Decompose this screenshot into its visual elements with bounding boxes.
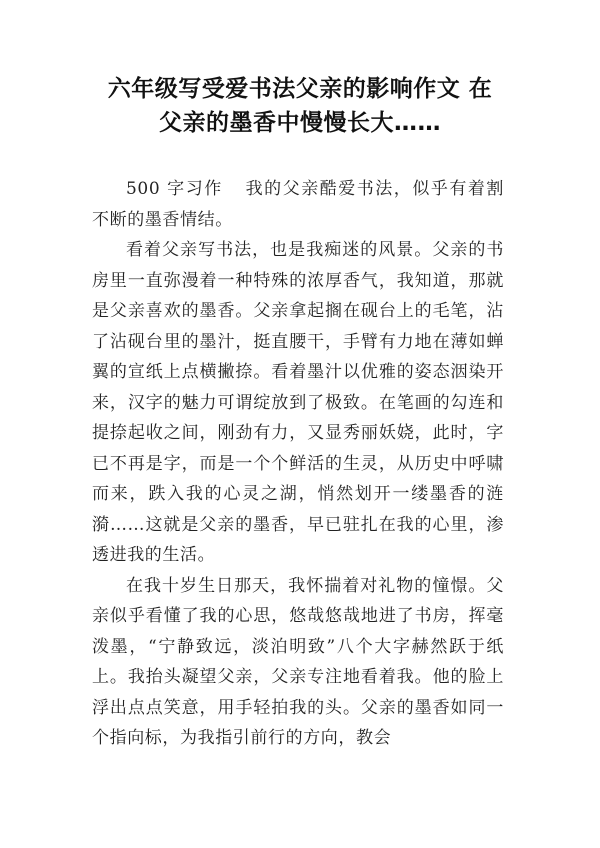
title-line-2: 父亲的墨香中慢慢长大…… (159, 110, 441, 136)
article-body (92, 174, 504, 754)
paragraph-2: 看着父亲写书法，也是我痴迷的风景。父亲的书房里一直弥漫着一种特殊的浓厚香气，我知道，那就是父亲喜欢的墨香。父亲拿起搁在砚台上的毛笔，沾了沾砚台里的墨汁，挺直腰干，手臂有力地在薄如蝉翼的宣纸上点横撇捺。看着墨汁以优雅的姿态洇染开来，汉字的魅力可谓绽放到了极致。在笔画的勾连和提捺起收之间，刚劲有力，又显秀丽妖娆，此时，字已不再是字，而是一个个鲜活的生灵，从历史中呼啸而来，跌入我的心灵之湖，悄然划开一缕墨香的涟漪……这就是父亲的墨香，早已驻扎在我的心里，渗透进我的生活。 (92, 240, 504, 565)
paragraph-3: 在我十岁生日那天，我怀揣着对礼物的憧憬。父亲似乎看懂了我的心思，悠哉悠哉地进了书房，挥毫泼墨，“宁静致远，淡泊明致”八个大字赫然跃于纸上。我抬头凝望父亲，父亲专注地看着我。他的脸上浮出点点笑意，用手轻拍我的头。父亲的墨香如同一个指向标，为我指引前行的方向，教会 (92, 575, 504, 748)
paragraph-1 (92, 174, 504, 235)
document-title (90, 72, 510, 140)
paragraph-1-lead: 500 字习作 (126, 179, 223, 199)
paragraph-1-text: 我的父亲酷爱书法，似乎有着割不断的墨香情结。 (92, 179, 504, 230)
title-line-1: 六年级写受爱书法父亲的影响作文 在 (107, 76, 493, 102)
